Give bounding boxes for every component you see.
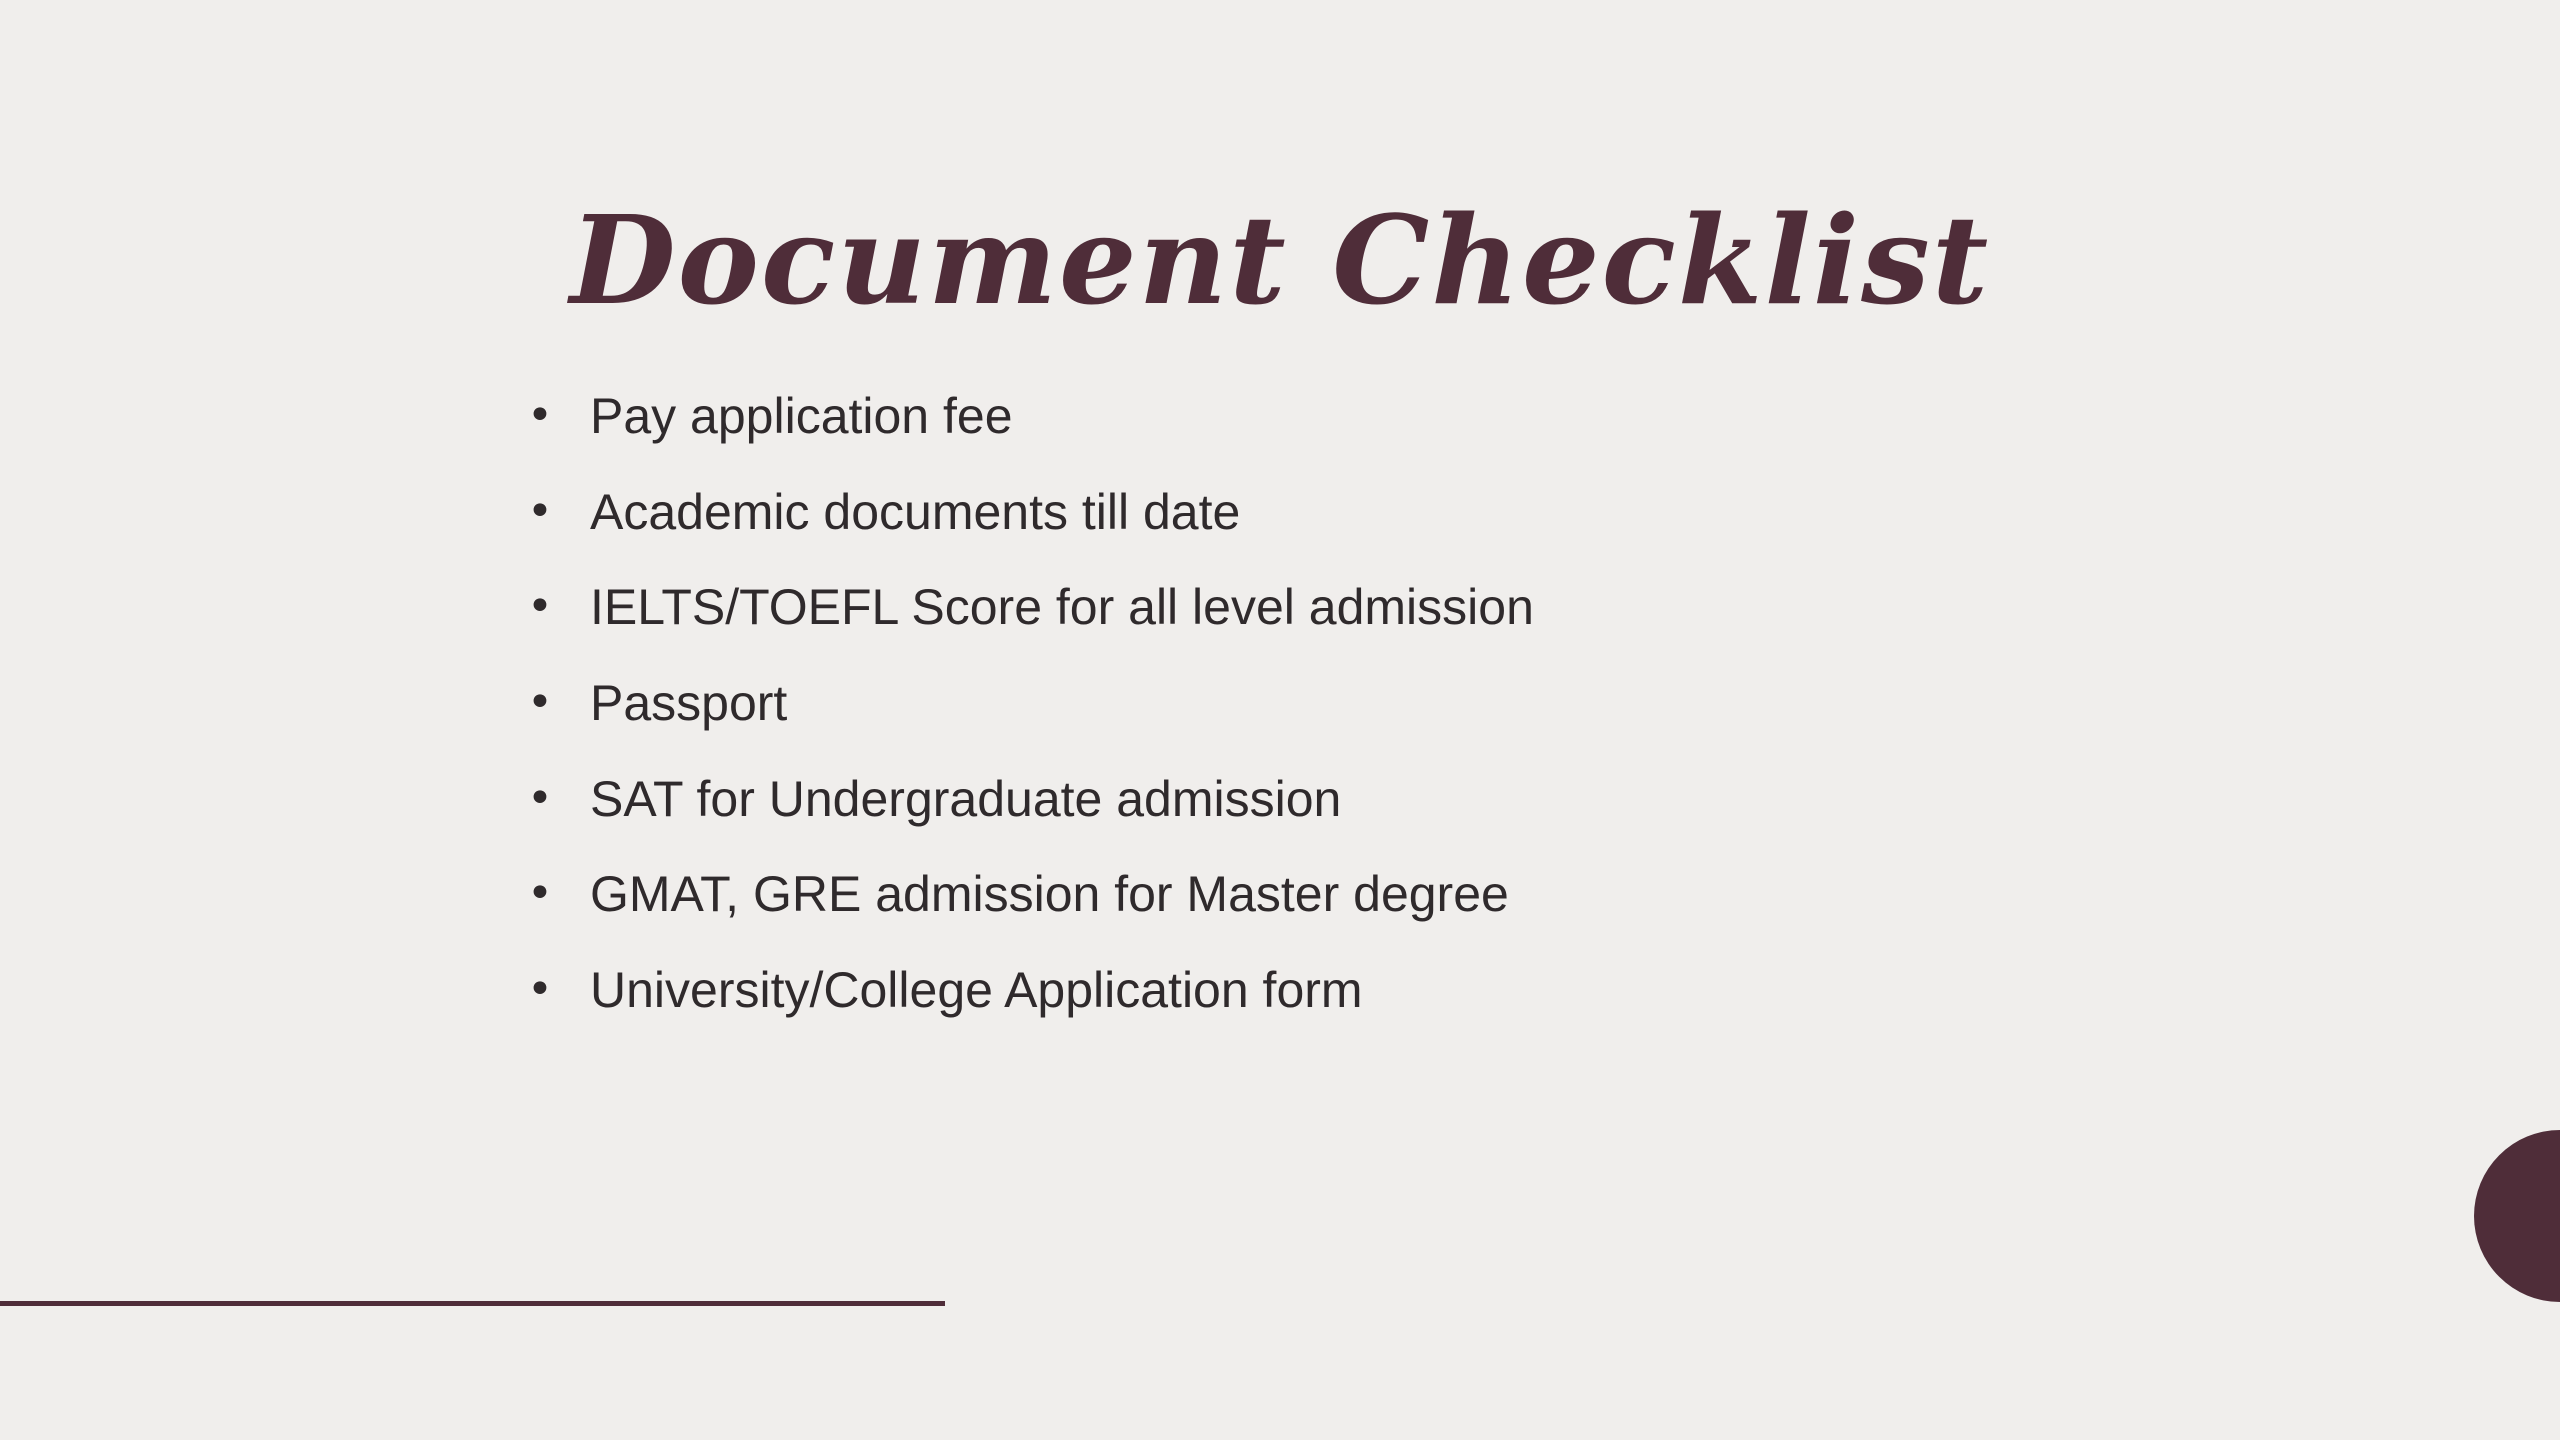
bullet-icon: • xyxy=(527,964,553,1016)
bullet-icon: • xyxy=(527,677,553,729)
list-item-label: SAT for Undergraduate admission xyxy=(590,770,1342,827)
bullet-icon: • xyxy=(527,485,553,537)
list-item-label: Passport xyxy=(590,675,788,732)
list-item-label: GMAT, GRE admission for Master degree xyxy=(590,866,1509,923)
bullet-icon: • xyxy=(527,581,553,633)
bullet-icon: • xyxy=(527,772,553,824)
decorative-accent-circle xyxy=(2474,1130,2560,1302)
slide-title: Document Checklist xyxy=(569,188,1991,332)
list-item-label: Academic documents till date xyxy=(590,483,1241,540)
list-item-label: Pay application fee xyxy=(590,388,1013,444)
list-item-label: University/College Application form xyxy=(590,962,1363,1019)
bullet-icon: • xyxy=(527,868,553,920)
bullet-icon: • xyxy=(527,390,553,441)
list-item-label: IELTS/TOEFL Score for all level admission xyxy=(590,579,1534,636)
decorative-divider-line xyxy=(0,1301,945,1306)
